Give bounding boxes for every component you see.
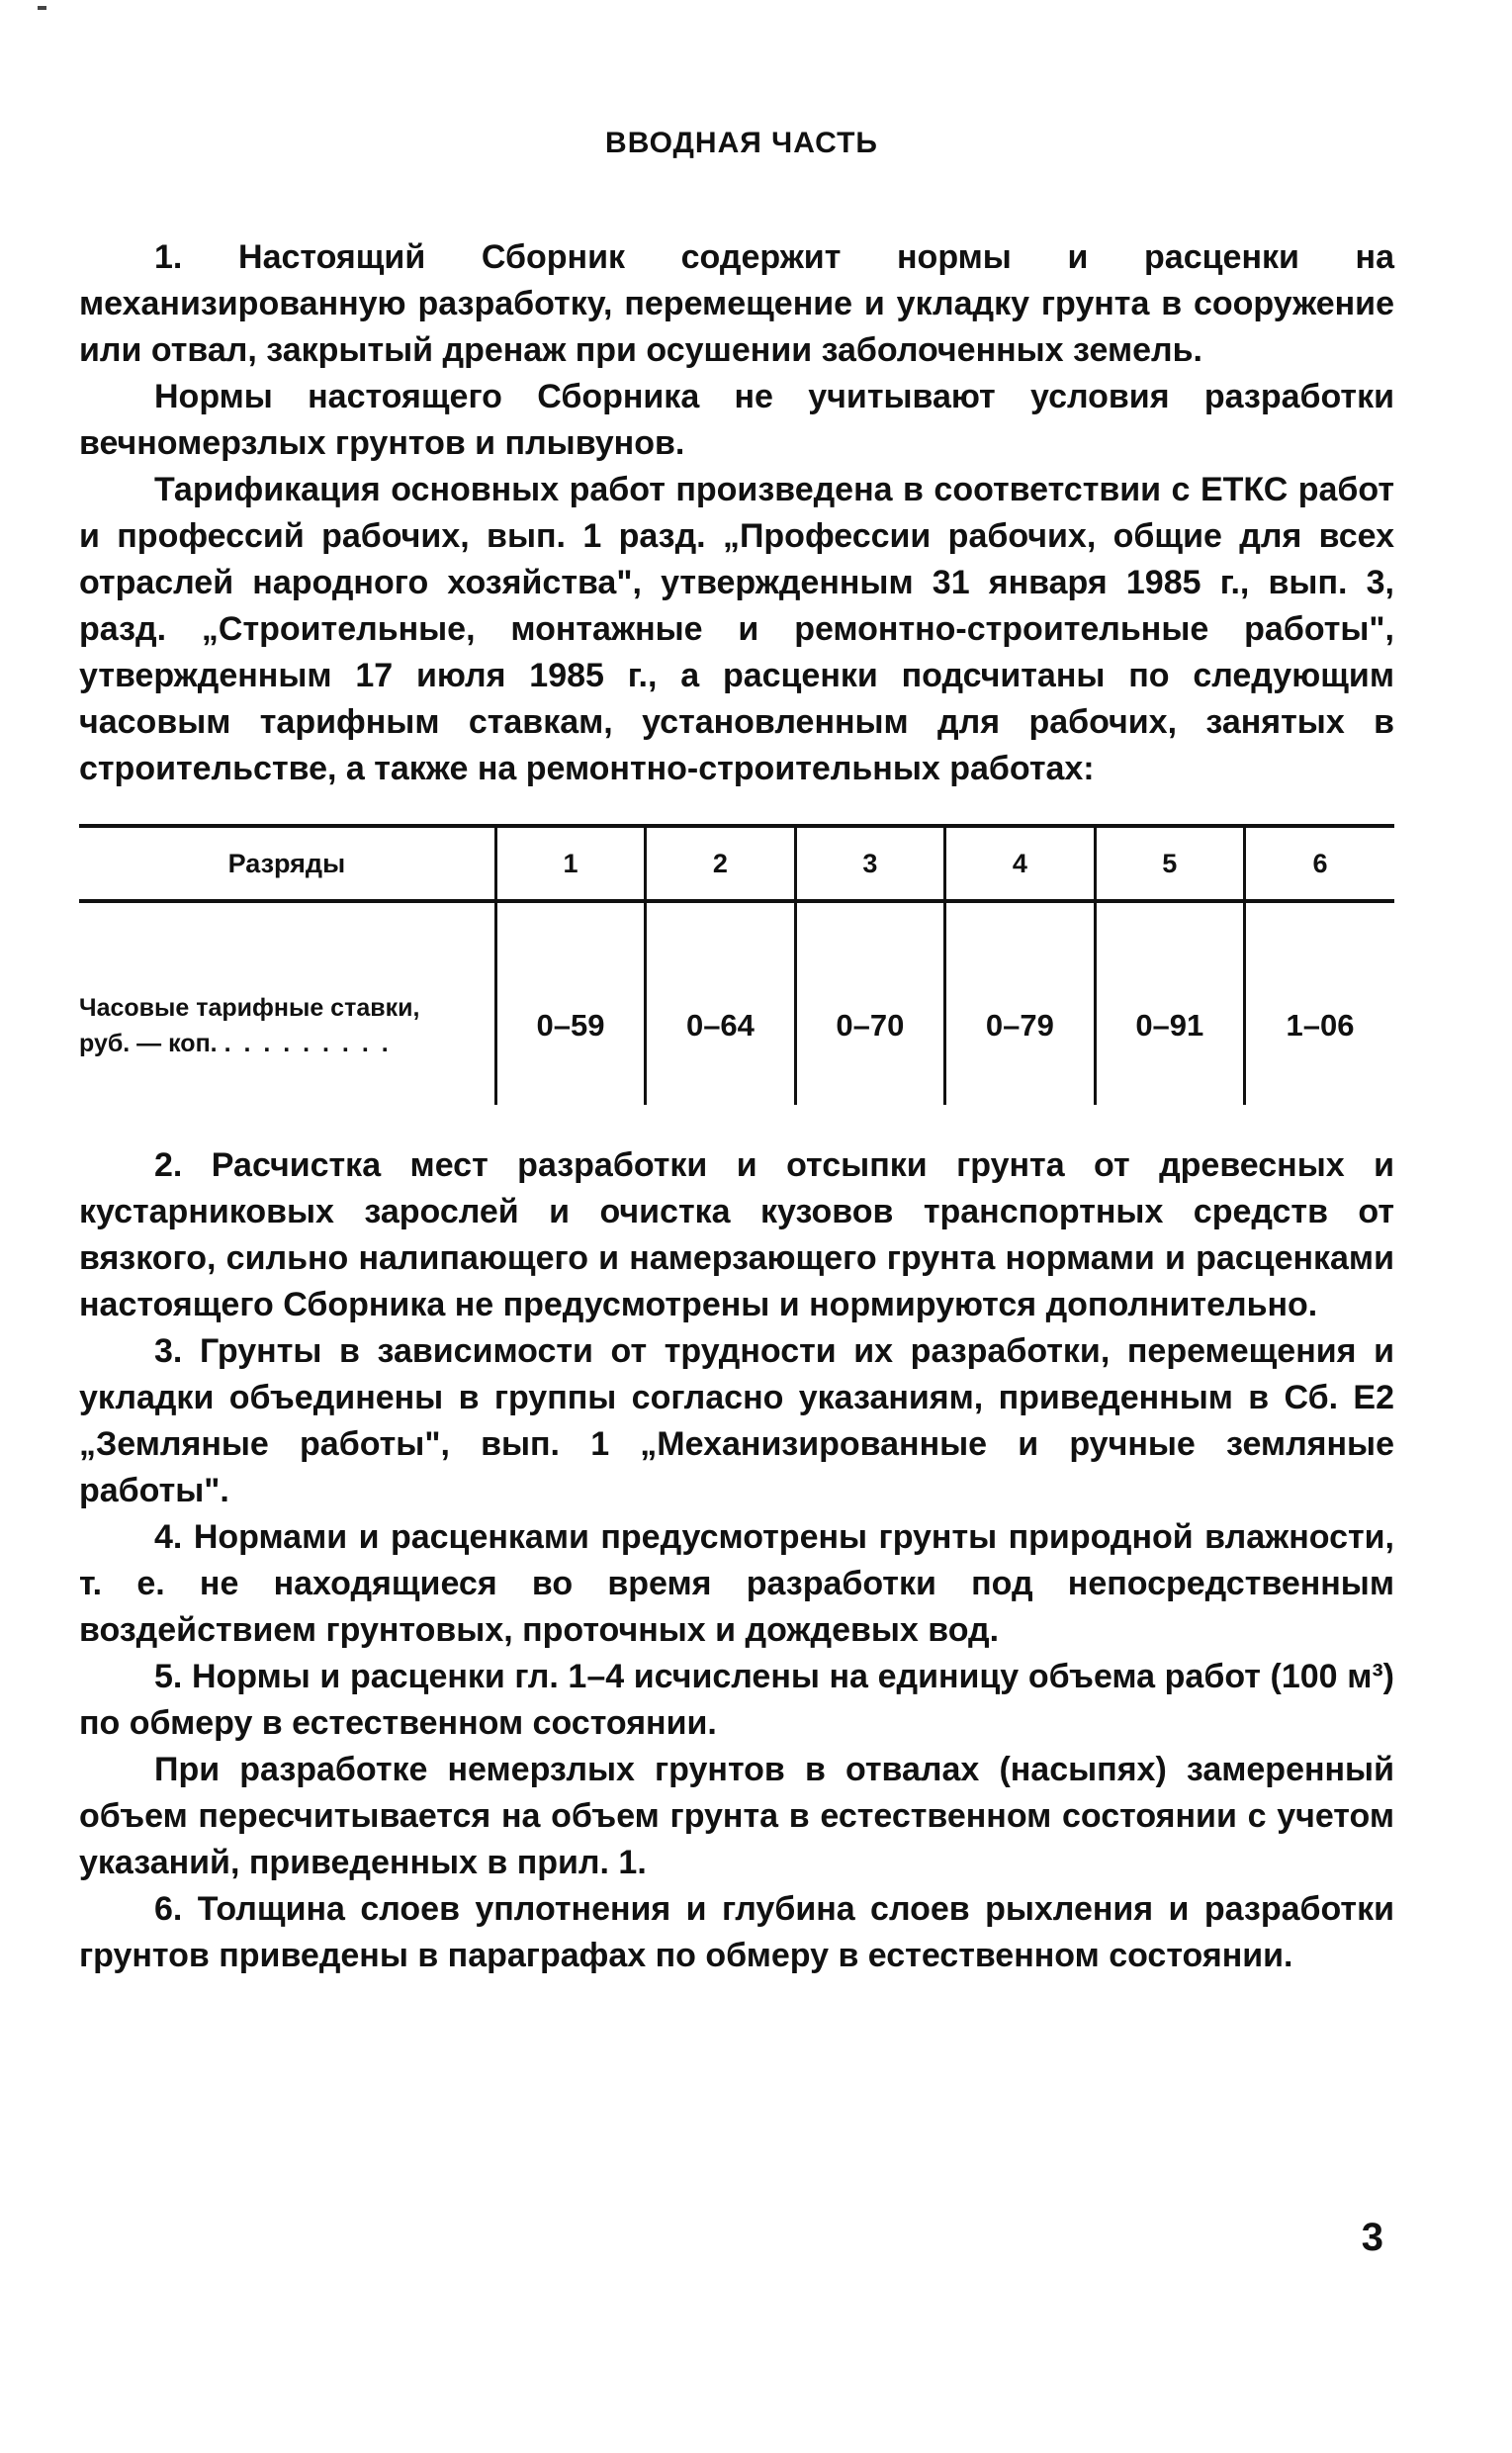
page-number: 3 bbox=[1361, 2216, 1383, 2259]
paragraph-6: 4. Нормами и расценками предусмотрены грунты природной влажности, т. е. не находящиеся во время разработки под непосредственным воздействием грунтовых, проточных и дождевых вод. bbox=[79, 1518, 1394, 1649]
tariff-rates-table bbox=[79, 824, 1394, 1105]
paragraph-7: 5. Нормы и расценки гл. 1–4 исчислены на единицу объема работ (100 м³) по обмеру в естественном состоянии. bbox=[79, 1658, 1394, 1742]
grade-cell: 1 bbox=[495, 826, 645, 901]
rate-cell: 0–91 bbox=[1095, 901, 1244, 1105]
paragraph-3: Тарификация основных работ произведена в соответствии с ЕТКС работ и профессий рабочих, вып. 1 разд. „Профессии рабочих, общие для всех отраслей народного хозяйства", утвержденным 31 января 1985 г., вып. 3, разд. „Строительные, монтажные и ремонтно-строительные работы", утвержденным 17 июля 1985 г., а расценки подсчитаны по следующим часовым тарифным ставкам, установленным для рабочих, занятых в строительстве, а также на ремонтно-строительных работах: bbox=[79, 471, 1394, 787]
grade-cell: 2 bbox=[646, 826, 795, 901]
row-label-line1: Часовые тарифные ставки, bbox=[79, 994, 420, 1022]
rate-cell: 0–59 bbox=[495, 901, 645, 1105]
row-label bbox=[79, 901, 495, 1105]
paragraph-2: Нормы настоящего Сборника не учитывают условия разработки вечномерзлых грунтов и плывунов. bbox=[79, 378, 1394, 462]
intro-paragraphs bbox=[79, 234, 1394, 792]
paragraph-8: При разработке немерзлых грунтов в отвалах (насыпях) замеренный объем пересчитывается на объем грунта в естественном состоянии с учетом указаний, приведенных в прил. 1. bbox=[79, 1751, 1394, 1881]
table-header-row bbox=[79, 826, 1394, 901]
rate-cell: 0–70 bbox=[795, 901, 944, 1105]
rate-cell: 0–64 bbox=[646, 901, 795, 1105]
paragraph-5: 3. Грунты в зависимости от трудности их разработки, перемещения и укладки объединены в группы согласно указаниям, приведенным в Сб. Е2 „Земляные работы", вып. 1 „Механизированные и ручные земляные работы". bbox=[79, 1332, 1394, 1509]
paragraph-1: 1. Настоящий Сборник содержит нормы и расценки на механизированную разработку, перемещение и укладку грунта в сооружение или отвал, закрытый дренаж при осушении заболоченных земель. bbox=[79, 238, 1394, 369]
paragraph-9: 6. Толщина слоев уплотнения и глубина слоев рыхления и разработки грунтов приведены в параграфах по обмеру в естественном состоянии. bbox=[79, 1890, 1394, 1974]
section-title: ВВОДНАЯ ЧАСТЬ bbox=[605, 127, 878, 159]
paragraph-4: 2. Расчистка мест разработки и отсыпки грунта от древесных и кустарниковых зарослей и очистка кузовов транспортных средств от вязкого, сильно налипающего и намерзающего грунта нормами и расценками настоящего Сборника не предусмотрены и нормируются дополнительно. bbox=[79, 1146, 1394, 1323]
grade-cell: 5 bbox=[1095, 826, 1244, 901]
rate-cell: 1–06 bbox=[1245, 901, 1394, 1105]
scan-mark bbox=[38, 6, 46, 10]
grades-header: Разряды bbox=[79, 826, 495, 901]
leader-dots: . . . . . . . . . bbox=[223, 1030, 392, 1057]
grade-cell: 4 bbox=[945, 826, 1095, 901]
grade-cell: 3 bbox=[795, 826, 944, 901]
table-row bbox=[79, 901, 1394, 1105]
row-label-line2: руб. — коп. bbox=[79, 1030, 218, 1057]
grade-cell: 6 bbox=[1245, 826, 1394, 901]
rules-paragraphs bbox=[79, 1142, 1394, 1979]
rate-cell: 0–79 bbox=[945, 901, 1095, 1105]
